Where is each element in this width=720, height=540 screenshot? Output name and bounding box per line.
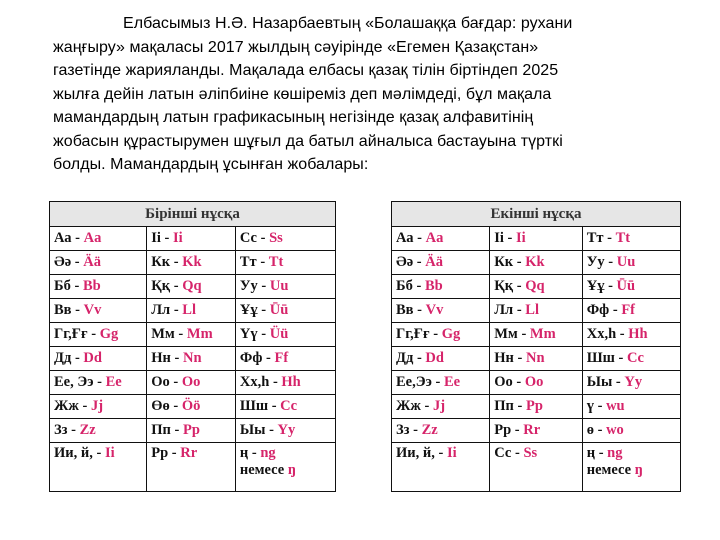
separator: - [93,374,106,390]
latin-letter: Mm [529,326,556,342]
cyrillic-letter: Аа [396,230,414,246]
cyrillic-letter: Вв [396,302,414,318]
cyrillic-letter: Дд [54,350,72,366]
table-row [392,323,681,347]
table-row [392,227,681,251]
separator: - [616,326,629,342]
latin-letter: Pp [525,398,543,414]
latin-letter: Ee [443,374,461,390]
latin-letter: Zz [421,422,438,438]
alternative-line [240,462,335,479]
table-row [50,323,336,347]
latin-letter: Mm [186,326,213,342]
table-title: Бірінші нұсқа [50,202,336,227]
table-row [50,299,336,323]
letter-cell [392,251,490,275]
table-row [392,275,681,299]
table-row [392,419,681,443]
cyrillic-letter: Зз [396,422,410,438]
separator: - [170,302,183,318]
cyrillic-letter: Вв [54,302,72,318]
separator: - [71,230,84,246]
separator: - [168,445,181,461]
latin-letter: wo [606,422,624,438]
cyrillic-letter: Жж [396,398,421,414]
table-title: Екінші нұсқа [392,202,681,227]
latin-letter: Tt [615,230,631,246]
cyrillic-letter: Ққ [151,278,171,294]
cyrillic-letter: Мм [494,326,518,342]
cyrillic-letter: Бб [396,278,413,294]
cyrillic-letter: Ыы [239,422,266,438]
intro-line: мамандардың латын графикасының негізінде қазақ алфавитінің [53,109,534,126]
cyrillic-letter: Гг,Ғғ [396,326,430,342]
separator: - [174,326,187,342]
table-row [392,251,681,275]
separator: - [517,326,530,342]
table-row [50,371,336,395]
latin-letter: Dd [83,350,102,366]
separator: - [169,374,182,390]
separator: - [256,254,269,270]
separator: - [67,422,80,438]
latin-letter: Vv [83,302,102,318]
separator: - [257,326,270,342]
separator: - [71,302,84,318]
intro-line: болды. Мамандардың ұсынған жобалары: [53,156,369,173]
separator: - [265,422,278,438]
separator: - [513,398,526,414]
letter-cell [235,323,335,347]
table-row [50,395,336,419]
separator: - [603,230,616,246]
cyrillic-letter: Фф [239,350,263,366]
cyrillic-letter: Ии, й, [396,445,435,461]
letter-cell [392,275,490,299]
separator: - [612,374,625,390]
letter-cell [490,371,582,395]
separator: - [512,374,525,390]
cyrillic-letter: Өө [151,398,170,414]
intro-line: жаңғыру» мақаласы 2017 жылдың сәуірінде «Егемен Қазақстан» [53,38,539,56]
latin-letter: Tt [268,254,284,270]
table-row [50,275,336,299]
latin-letter: Qq [182,278,202,294]
latin-letter: Yy [277,422,296,438]
latin-letter: Zz [79,422,96,438]
separator: - [431,374,444,390]
intro-line: Елбасымыз Н.Ә. Назарбаевтың «Болашаққа бағдар: рухани [123,15,573,32]
latin-letter: Oo [181,374,201,390]
cyrillic-letter: Лл [151,302,171,318]
letter-cell [490,347,582,371]
alternative-line [587,462,680,479]
latin-letter: Ää [83,254,101,270]
separator: - [92,445,105,461]
separator: - [513,254,526,270]
separator: - [413,302,426,318]
letter-cell [50,251,147,275]
letter-cell [582,299,680,323]
letter-cell [147,371,236,395]
separator: - [434,445,447,461]
letter-cell [235,395,335,419]
latin-letter: Rr [180,445,198,461]
latin-letter: Aa [83,230,102,246]
letter-cell [392,443,490,492]
cyrillic-letter: Ии, й, [54,445,93,461]
letter-cell [147,227,236,251]
intro-paragraph [53,12,681,177]
letter-cell [582,323,680,347]
letter-cell [235,275,335,299]
separator: - [513,278,526,294]
latin-letter: Ūū [269,302,289,318]
letter-cell [582,371,680,395]
letter-cell [147,419,236,443]
cyrillic-letter: Әә [396,254,414,270]
cyrillic-letter: Әә [54,254,72,270]
letter-cell [235,371,335,395]
letter-cell [50,299,147,323]
cyrillic-letter: Фф [586,302,610,318]
cyrillic-letter: ң [586,445,596,461]
separator: - [169,398,182,414]
cyrillic-letter: ң [239,445,249,461]
cyrillic-letter: Рр [494,422,512,438]
alternative-latin-letter: ŋ [287,462,296,478]
cyrillic-letter: Нн [151,350,171,366]
separator: - [256,230,270,246]
separator: - [170,254,183,270]
letter-cell [582,347,680,371]
latin-letter: Aa [425,230,444,246]
latin-letter: Ss [523,445,538,461]
latin-letter: Ll [182,302,196,318]
separator: - [429,326,442,342]
alternative-latin-letter: ŋ [634,462,643,478]
latin-letter: Ff [621,302,635,318]
separator: - [511,422,524,438]
latin-letter: Ii [173,230,183,246]
letter-cell [490,251,582,275]
latin-letter: Ll [525,302,539,318]
separator: - [71,254,84,270]
latin-letter: ng [260,445,276,461]
separator: - [257,302,270,318]
latin-letter: Ii [446,445,457,461]
latin-letter: Kk [525,254,545,270]
table-row [50,419,336,443]
latin-letter: Kk [182,254,202,270]
letter-cell [582,419,680,443]
latin-letter: Oo [524,374,544,390]
cyrillic-letter: Ыы [586,374,613,390]
intro-line: газетінде жарияланды. Мақалада елбасы қазақ тілін біртіндеп 2025 [53,62,559,79]
separator: - [413,230,426,246]
letter-cell [147,347,236,371]
separator: - [604,278,617,294]
separator: - [257,278,270,294]
letter-cell [582,227,680,251]
separator: - [511,445,524,461]
cyrillic-letter: Зз [54,422,68,438]
letter-cell [392,371,490,395]
cyrillic-letter: Аа [54,230,72,246]
cyrillic-letter: Ұұ [586,278,605,294]
cyrillic-letter: ү [586,398,594,414]
cyrillic-letter: Хх,һ [586,326,617,342]
letter-cell [490,419,582,443]
letter-cell [392,395,490,419]
cyrillic-letter: Шш [239,398,269,414]
latin-letter: Bb [82,278,101,294]
letter-cell [582,443,680,492]
latin-letter: Nn [525,350,545,366]
table-row [50,347,336,371]
separator: - [269,374,282,390]
separator: - [413,254,426,270]
cyrillic-letter: Кк [151,254,171,270]
separator: - [160,230,173,246]
letter-cell [50,275,147,299]
letter-cell [582,395,680,419]
separator: - [614,350,627,366]
cyrillic-letter: Бб [54,278,71,294]
latin-letter: Üü [269,326,289,342]
separator: - [170,422,183,438]
letter-cell [235,419,335,443]
latin-letter: Uu [616,254,636,270]
latin-letter: Dd [425,350,444,366]
intro-line: жылға дейін латын әліпбиіне көшіреміз деп мәлімдеді, бұл мақала [53,85,552,103]
letter-cell [147,443,236,492]
letter-cell [490,299,582,323]
letter-cell [147,251,236,275]
cyrillic-letter: Уу [239,278,258,294]
cyrillic-letter: Ее,Ээ [396,374,432,390]
letter-cell [50,347,147,371]
cyrillic-letter: Мм [151,326,175,342]
letter-cell [147,395,236,419]
cyrillic-letter: Уу [586,254,605,270]
separator: - [70,278,83,294]
table-row [392,443,681,492]
intro-line: жобасын құрастырумен шұғыл да батыл айналыса бастауына түрткі [53,132,563,150]
separator: - [248,445,261,461]
separator: - [413,350,426,366]
separator: - [513,350,526,366]
table-row [392,395,681,419]
letter-cell [392,347,490,371]
separator: - [409,422,422,438]
cyrillic-letter: Кк [494,254,514,270]
cyrillic-letter: Шш [586,350,615,366]
letter-cell [582,275,680,299]
letter-cell [235,227,335,251]
latin-letter: Qq [525,278,545,294]
cyrillic-letter: Оо [494,374,513,390]
cyrillic-letter: Тт [239,254,257,270]
cyrillic-letter: Тт [586,230,604,246]
separator: - [593,422,607,438]
separator: - [412,278,425,294]
letter-cell [235,443,335,492]
latin-letter: Ää [425,254,443,270]
separator: - [87,326,100,342]
table-row [392,347,681,371]
latin-letter: Pp [182,422,200,438]
latin-letter: Öö [181,398,201,414]
cyrillic-letter: Оо [151,374,170,390]
alphabet-table-variant-2 [391,201,681,492]
letter-cell [392,323,490,347]
latin-letter: Ii [516,230,526,246]
letter-cell [235,251,335,275]
letter-cell [490,443,582,492]
latin-letter: Ii [104,445,115,461]
cyrillic-letter: Гг,Ғғ [54,326,88,342]
latin-letter: Ee [105,374,122,390]
letter-cell [235,347,335,371]
table-row [392,299,681,323]
alternative-label: немесе [239,462,285,478]
cyrillic-letter: Хх,һ [239,374,270,390]
letter-cell [147,299,236,323]
cyrillic-letter: Рр [151,445,169,461]
table-row [392,371,681,395]
latin-letter: Ff [274,350,289,366]
separator: - [170,278,183,294]
cyrillic-letter: Пп [151,422,171,438]
alphabet-table-variant-1 [49,201,336,492]
latin-letter: Nn [182,350,202,366]
letter-cell [235,299,335,323]
cyrillic-letter: Лл [494,302,514,318]
letter-cell [50,395,147,419]
latin-letter: Uu [269,278,289,294]
cyrillic-letter: Жж [54,398,79,414]
separator: - [170,350,183,366]
latin-letter: Ss [269,230,283,246]
cyrillic-letter: Іі [151,230,161,246]
letter-cell [50,323,147,347]
cyrillic-letter: Дд [396,350,414,366]
separator: - [593,398,607,414]
separator: - [513,302,526,318]
latin-letter: wu [606,398,625,414]
latin-letter: Gg [99,326,119,342]
letter-cell [50,371,147,395]
table-row [50,251,336,275]
letter-cell [490,395,582,419]
letter-cell [147,275,236,299]
separator: - [71,350,84,366]
separator: - [503,230,517,246]
letter-cell [50,419,147,443]
latin-letter: Jj [432,398,446,414]
cyrillic-letter: Ее, Ээ [54,374,94,390]
alternative-label: немесе [586,462,632,478]
latin-letter: Rr [523,422,541,438]
letter-cell [50,443,147,492]
latin-letter: Bb [424,278,443,294]
letter-cell [490,275,582,299]
letter-cell [582,251,680,275]
letter-cell [392,299,490,323]
latin-letter: Jj [90,398,104,414]
separator: - [609,302,622,318]
cyrillic-letter: Ұұ [239,302,258,318]
letter-cell [147,323,236,347]
cyrillic-letter: Сс [494,445,512,461]
latin-letter: Cc [626,350,644,366]
separator: - [420,398,433,414]
cyrillic-letter: Іі [494,230,504,246]
latin-letter: Hh [628,326,648,342]
letter-cell [50,227,147,251]
cyrillic-letter: Сс [239,230,257,246]
letter-cell [392,419,490,443]
separator: - [604,254,617,270]
cyrillic-letter: Пп [494,398,514,414]
letter-cell [490,323,582,347]
letter-cell [392,227,490,251]
latin-letter: ng [607,445,623,461]
separator: - [262,350,275,366]
latin-letter: Ūū [616,278,636,294]
separator: - [268,398,281,414]
letter-cell [490,227,582,251]
table-row [50,227,336,251]
latin-letter: Vv [425,302,444,318]
separator: - [78,398,91,414]
cyrillic-letter: Үү [239,326,258,342]
latin-letter: Cc [280,398,298,414]
latin-letter: Gg [441,326,461,342]
latin-letter: Yy [624,374,643,390]
cyrillic-letter: ө [586,422,594,438]
cyrillic-letter: Нн [494,350,514,366]
table-row [50,443,336,492]
latin-letter: Hh [281,374,301,390]
cyrillic-letter: Ққ [494,278,514,294]
separator: - [595,445,608,461]
